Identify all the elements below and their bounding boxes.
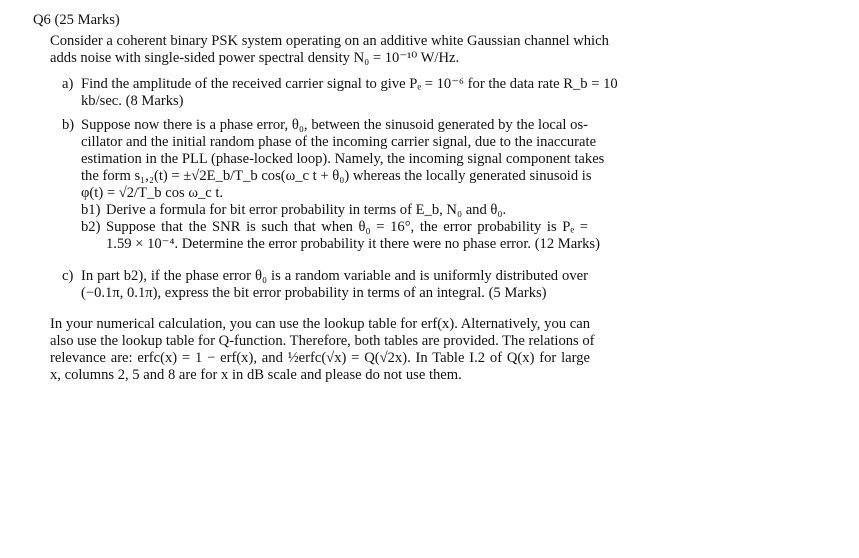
part-line: the form s₁,₂(t) = ±√2E_b/T_b cos(ω_c t + θ₀) whereas the locally generated sinusoid is xyxy=(81,168,592,184)
subpart-label: b1) xyxy=(81,202,101,218)
intro-line: adds noise with single-sided power spectral density N₀ = 10⁻¹⁰ W/Hz. xyxy=(50,50,460,66)
part-line: In part b2), if the phase error θ₀ is a random variable and is uniformly distributed over xyxy=(81,268,588,284)
subpart-label: b2) xyxy=(81,219,101,235)
intro-line: Consider a coherent binary PSK system operating on an additive white Gaussian channel which xyxy=(50,33,609,49)
subpart-line: 1.59 × 10⁻⁴. Determine the error probability it there were no phase error. (12 Marks) xyxy=(106,236,600,252)
note-line: also use the lookup table for Q-function. Therefore, both tables are provided. The relations of xyxy=(50,333,595,349)
part-line: cillator and the initial random phase of the incoming carrier signal, due to the inaccurate xyxy=(81,134,597,150)
subpart-body xyxy=(106,202,588,219)
part-label: a) xyxy=(62,76,74,92)
part-label: b) xyxy=(62,117,75,133)
subpart-line: Derive a formula for bit error probability in terms of E_b, N₀ and θ₀. xyxy=(106,202,507,218)
part-a xyxy=(62,76,618,110)
part-c xyxy=(62,268,588,302)
part-b xyxy=(62,117,605,253)
part-line: Find the amplitude of the received carrier signal to give Pₑ = 10⁻⁶ for the data rate R_b = 10 xyxy=(81,76,618,92)
question-heading: Q6 (25 Marks) xyxy=(33,12,120,28)
part-label: c) xyxy=(62,268,74,284)
part-body xyxy=(81,76,618,110)
subpart-line: Suppose that the SNR is such that when θ₀ = 16°, the error probability is Pₑ = xyxy=(106,219,588,235)
question-intro xyxy=(50,33,609,67)
note-line: In your numerical calculation, you can use the lookup table for erf(x). Alternatively, you can xyxy=(50,316,590,332)
part-body xyxy=(81,117,605,253)
part-line: kb/sec. (8 Marks) xyxy=(81,93,184,109)
part-line: φ(t) = √2/T_b cos ω_c t. xyxy=(81,185,224,201)
part-line: (−0.1π, 0.1π), express the bit error probability in terms of an integral. (5 Marks) xyxy=(81,285,547,301)
note-line: x, columns 2, 5 and 8 are for x in dB scale and please do not use them. xyxy=(50,367,462,383)
subpart-b2 xyxy=(81,219,600,253)
lookup-table-note xyxy=(50,316,595,384)
subpart-body xyxy=(106,219,600,253)
part-line: estimation in the PLL (phase-locked loop). Namely, the incoming signal component takes xyxy=(81,151,605,167)
note-line: relevance are: erfc(x) = 1 − erf(x), and ½erfc(√x) = Q(√2x). In Table I.2 of Q(x) for large xyxy=(50,350,590,366)
part-body xyxy=(81,268,588,302)
part-line: Suppose now there is a phase error, θ₀, between the sinusoid generated by the local os- xyxy=(81,117,588,133)
subpart-b1 xyxy=(81,202,588,219)
